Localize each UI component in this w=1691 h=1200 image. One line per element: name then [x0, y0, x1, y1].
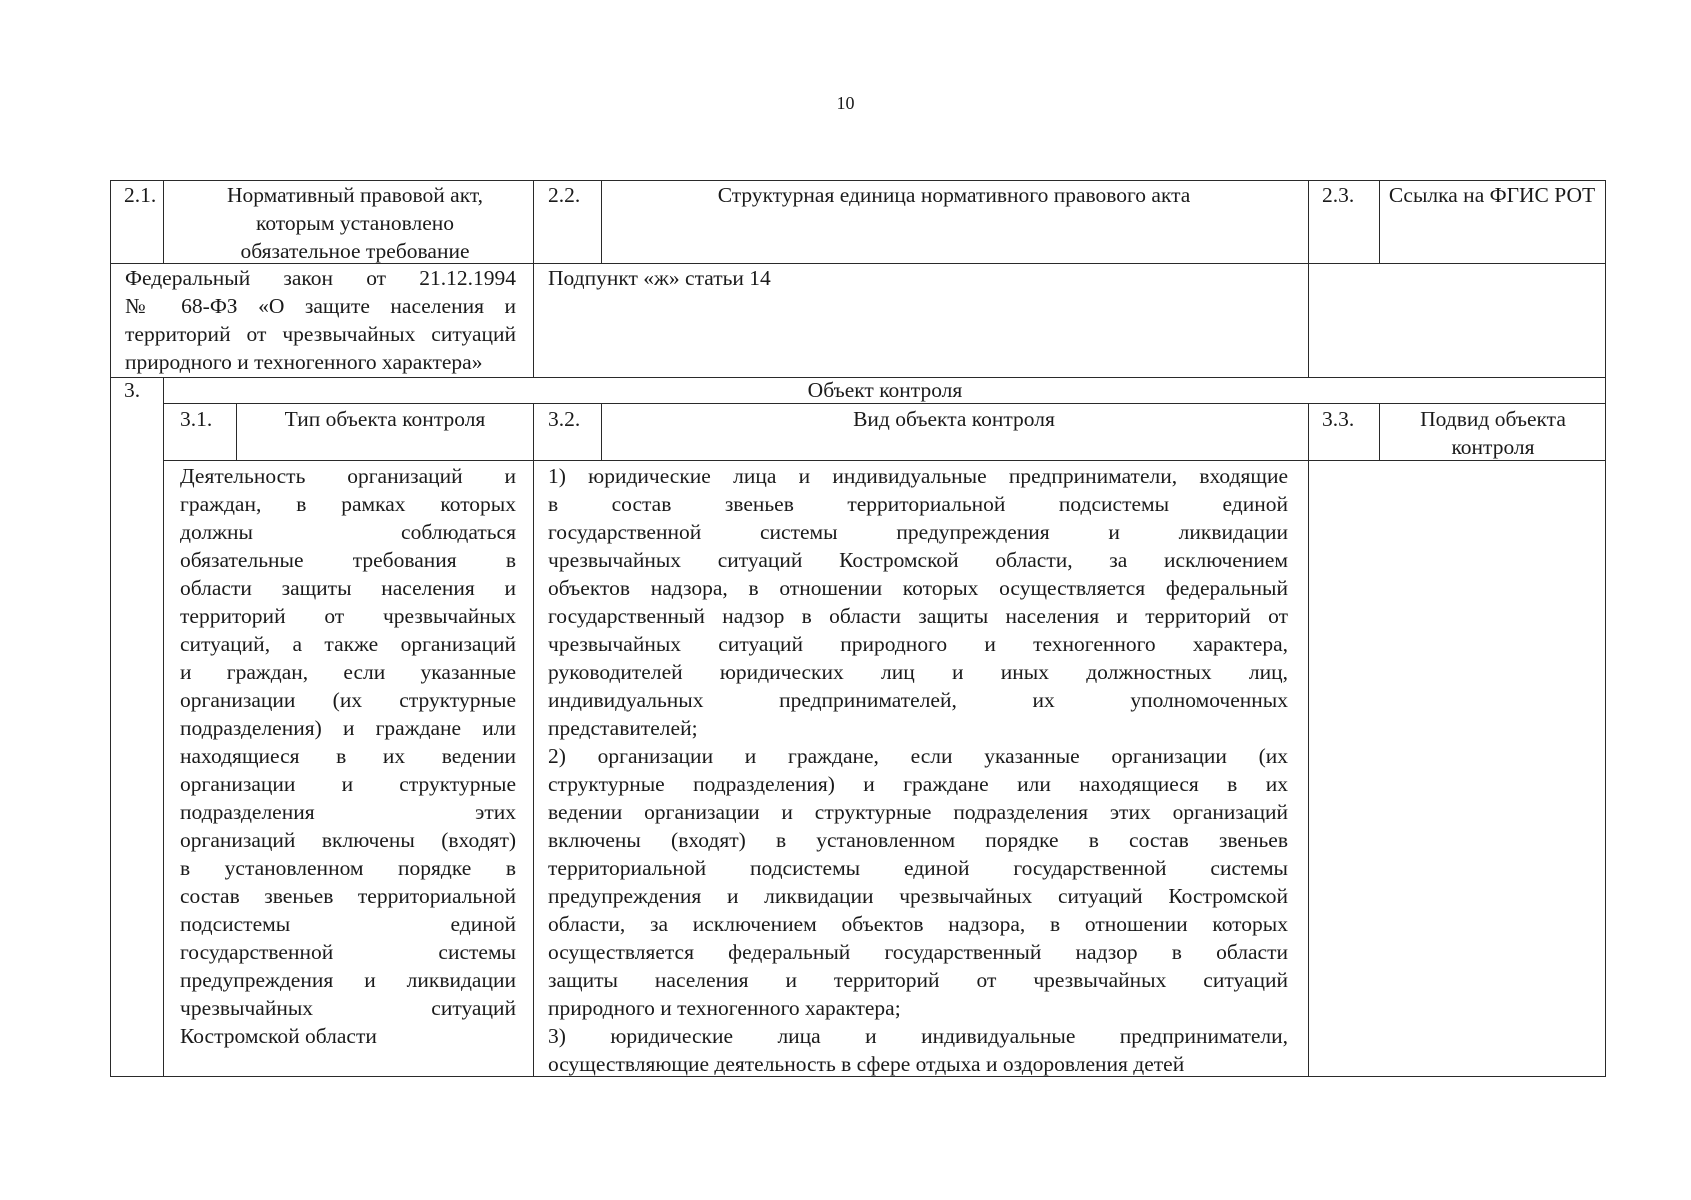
object-kind-line: включены (входят) в установленном порядке в состав звеньев [548, 828, 1288, 852]
subheader-num-3-1: 3.1. [180, 407, 213, 431]
object-kind-line: государственный надзор в области защиты населения и территорий от [548, 604, 1288, 628]
subheader-object-kind: Вид объекта контроля [853, 407, 1055, 431]
object-type-line: и граждан, если указанные [180, 660, 516, 684]
header-num-2-3: 2.3. [1322, 183, 1355, 207]
object-type-line: ситуаций, а также организаций [180, 632, 516, 656]
object-kind-line: природного и техногенного характера; [548, 996, 901, 1020]
page-number: 10 [836, 93, 855, 113]
object-type-line: подразделения) и граждане или [180, 716, 516, 740]
header-frgis-link: Ссылка на ФГИС РОТ [1388, 183, 1596, 207]
object-kind-line: ведении организации и структурные подразделения этих организаций [548, 800, 1288, 824]
col-divider [533, 403, 534, 1077]
structural-unit-text: Подпункт «ж» статьи 14 [548, 266, 771, 290]
object-kind-line: 1) юридические лица и индивидуальные предприниматели, входящие [548, 464, 1288, 488]
object-kind-line: предупреждения и ликвидации чрезвычайных ситуаций Костромской [548, 884, 1288, 908]
section-title-control-object: Объект контроля [807, 378, 963, 402]
object-kind-line: области, за исключением объектов надзора, в отношении которых [548, 912, 1288, 936]
object-kind-line: объектов надзора, в отношении которых осуществляется федеральный [548, 576, 1288, 600]
object-kind-line: 2) организации и граждане, если указанные организации (их [548, 744, 1288, 768]
object-type-line: организации (их структурные [180, 688, 516, 712]
object-kind-line: осуществляется федеральный государственный надзор в области [548, 940, 1288, 964]
normative-act-text [125, 264, 516, 376]
object-type-line: подсистемы единой [180, 912, 516, 936]
col-divider [1308, 403, 1309, 1077]
object-type-line: Костромской области [180, 1024, 377, 1048]
object-type-line: Деятельность организаций и [180, 464, 516, 488]
object-type-line: состав звеньев территориальной [180, 884, 516, 908]
section-num-3: 3. [124, 378, 141, 402]
object-kind-line: индивидуальных предпринимателей, их уполномоченных [548, 688, 1288, 712]
object-type-line: территорий от чрезвычайных [180, 604, 516, 628]
object-type-line: подразделения этих [180, 800, 516, 824]
object-type-line: граждан, в рамках которых [180, 492, 516, 516]
object-kind-line: чрезвычайных ситуаций природного и техногенного характера, [548, 632, 1288, 656]
object-type-line: находящиеся в их ведении [180, 744, 516, 768]
subheader-num-3-2: 3.2. [548, 407, 581, 431]
subheader-num-3-3: 3.3. [1322, 407, 1355, 431]
object-kind-line: государственной системы предупреждения и ликвидации [548, 520, 1288, 544]
col-divider [601, 403, 602, 460]
object-kind-line: осуществляющие деятельность в сфере отдыха и оздоровления детей [548, 1052, 1185, 1076]
subheader-object-subtype: Подвид объекта контроля [1420, 407, 1566, 459]
object-kind-line: 3) юридические лица и индивидуальные предприниматели, [548, 1024, 1288, 1048]
normative-act-line: Федеральный закон от 21.12.1994 [125, 266, 516, 290]
normative-act-line: территорий от чрезвычайных ситуаций [125, 322, 516, 346]
object-type-line: в установленном порядке в [180, 856, 516, 880]
col-divider [163, 377, 164, 1077]
object-kind-line: в состав звеньев территориальной подсистемы единой [548, 492, 1288, 516]
object-kind-line: территориальной подсистемы единой государственной системы [548, 856, 1288, 880]
object-kind-line: защиты населения и территорий от чрезвычайных ситуаций [548, 968, 1288, 992]
col-divider [236, 403, 237, 460]
col-divider [1379, 180, 1380, 263]
object-type-line: обязательные требования в [180, 548, 516, 572]
header-normative-act: Нормативный правовой акт, которым установлено обязательное требование [226, 183, 484, 263]
object-type-text [180, 462, 516, 1050]
object-kind-line: руководителей юридических лиц и иных должностных лиц, [548, 660, 1288, 684]
col-divider [601, 180, 602, 263]
object-type-line: организации и структурные [180, 772, 516, 796]
object-type-line: предупреждения и ликвидации [180, 968, 516, 992]
object-kind-text [548, 462, 1288, 1078]
object-type-line: чрезвычайных ситуаций [180, 996, 516, 1020]
normative-act-line: природного и техногенного характера» [125, 350, 483, 374]
header-structural-unit: Структурная единица нормативного правового акта [717, 183, 1191, 207]
object-kind-line: представителей; [548, 716, 698, 740]
col-divider [1308, 180, 1309, 378]
object-type-line: должны соблюдаться [180, 520, 516, 544]
object-type-line: области защиты населения и [180, 576, 516, 600]
col-divider [1379, 403, 1380, 460]
normative-act-line: № 68-ФЗ «О защите населения и [125, 294, 516, 318]
object-kind-line: структурные подразделения) и граждане или находящиеся в их [548, 772, 1288, 796]
subheader-object-type: Тип объекта контроля [284, 407, 486, 431]
object-kind-line: чрезвычайных ситуаций Костромской области, за исключением [548, 548, 1288, 572]
object-type-line: государственной системы [180, 940, 516, 964]
col-divider [533, 180, 534, 378]
object-type-line: организаций включены (входят) [180, 828, 516, 852]
header-num-2-2: 2.2. [548, 183, 581, 207]
header-num-2-1: 2.1. [124, 183, 157, 207]
row-divider [163, 403, 1606, 404]
